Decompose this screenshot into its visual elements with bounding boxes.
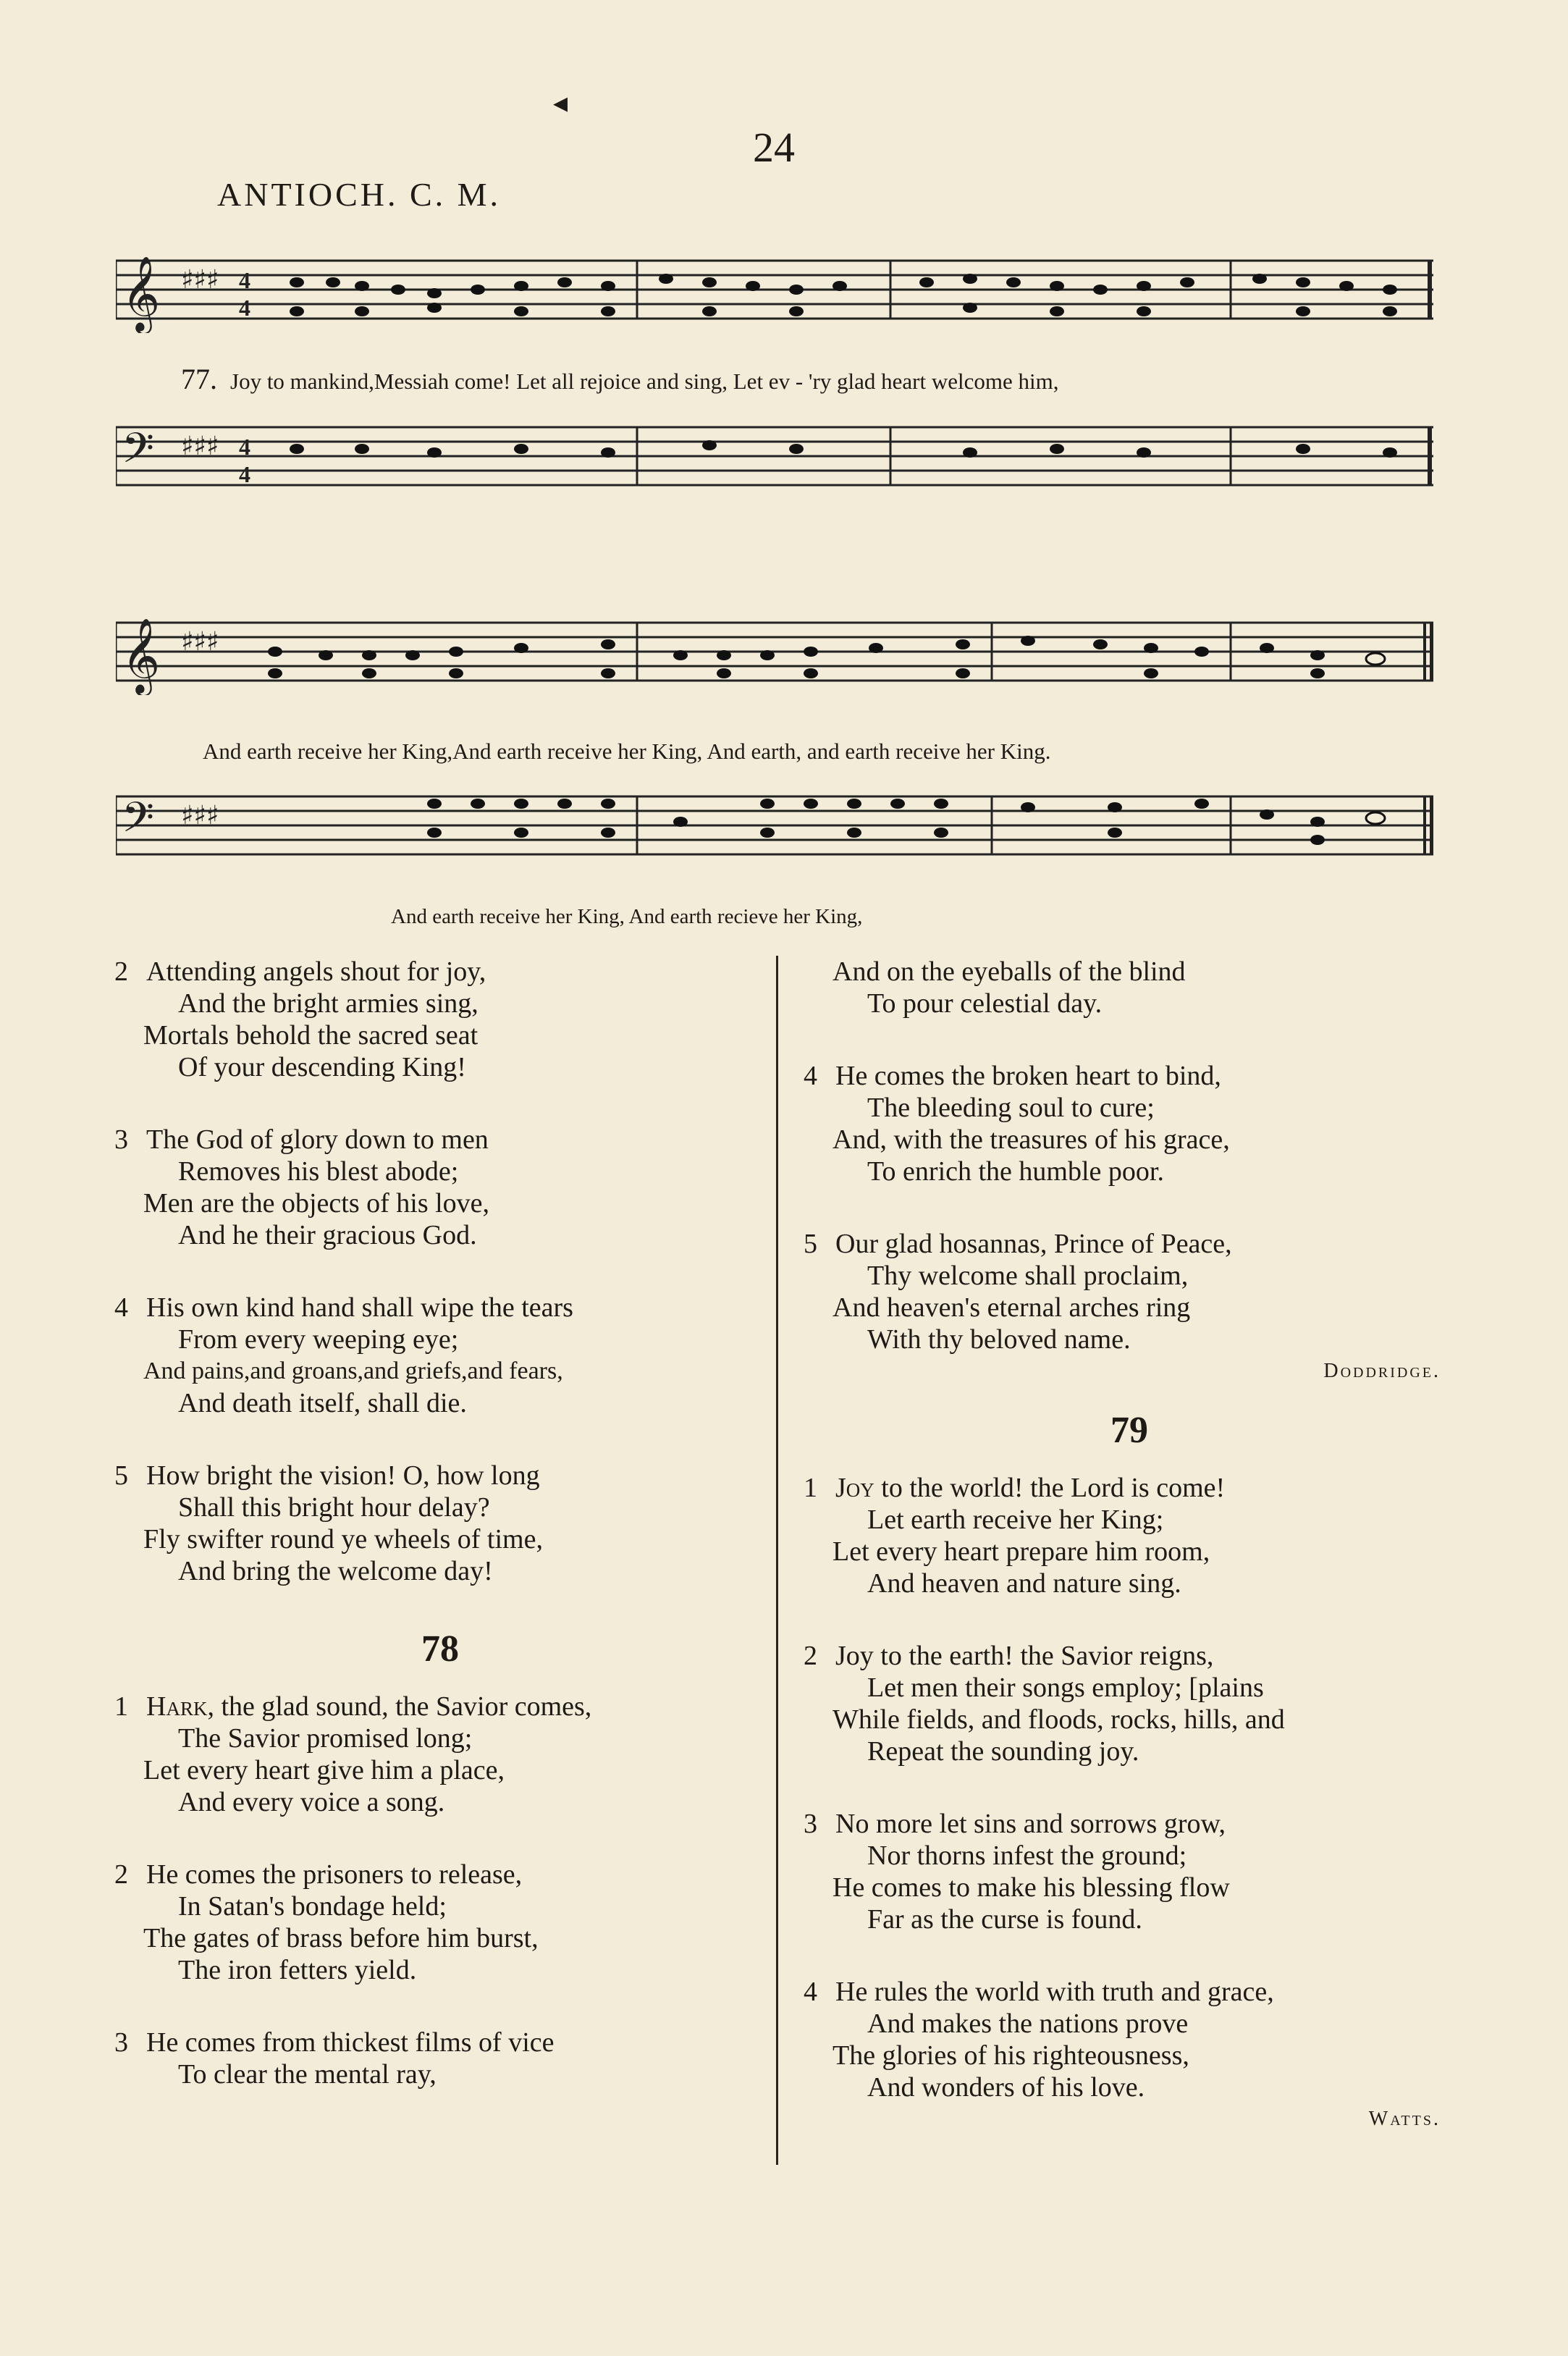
svg-text:4: 4 <box>239 267 250 293</box>
bass-staff-1 <box>116 420 1433 500</box>
stanza-line: The bleeding soul to cure; <box>867 1093 1155 1123</box>
stanza-line: 3 He comes from thickest films of vice <box>114 2027 555 2058</box>
author-attribution: Watts. <box>1368 2108 1441 2130</box>
stanza-line: Nor thorns infest the ground; <box>867 1840 1187 1871</box>
stanza-line: The glories of his righteousness, <box>833 2040 1189 2071</box>
stanza-line: And pains,and groans,and griefs,and fears, <box>143 1358 563 1384</box>
stanza-line: And makes the nations prove <box>867 2008 1189 2039</box>
stanza-line: And on the eyeballs of the blind <box>833 956 1186 987</box>
author-attribution: Doddridge. <box>1323 1360 1441 1382</box>
stanza-line: To enrich the humble poor. <box>867 1156 1164 1187</box>
left-column <box>114 956 766 2090</box>
stanza-line: Let earth receive her King; <box>867 1505 1164 1535</box>
stanza-line: Let every heart give him a place, <box>143 1755 505 1785</box>
stanza-line: Fly swifter round ye wheels of time, <box>143 1524 543 1554</box>
stanza-number: 5 <box>114 1460 128 1491</box>
treble-staff-lines <box>116 253 1433 333</box>
stanza-line: Let men their songs employ; [plains <box>867 1673 1264 1703</box>
stanza-number: 1 <box>804 1473 817 1503</box>
music-system-2 <box>116 601 1433 941</box>
stanza-number: 2 <box>114 1859 128 1890</box>
stanza-line: Removes his blest abode; <box>178 1156 459 1187</box>
page-number: 24 <box>753 124 795 171</box>
stanza-line: With thy beloved name. <box>867 1324 1131 1355</box>
stanza-line: In Satan's bondage held; <box>178 1891 447 1922</box>
stanza-line: And heaven's eternal arches ring <box>833 1292 1191 1323</box>
svg-text:𝄢: 𝄢 <box>122 424 155 483</box>
stanza-line: Far as the curse is found. <box>867 1904 1142 1935</box>
stanza-number: 4 <box>804 1061 817 1091</box>
stanza <box>804 1808 1455 1935</box>
stanza <box>804 1472 1455 1599</box>
stanza-line: While fields, and floods, rocks, hills, and <box>833 1704 1285 1735</box>
hymn-number-77: 77. <box>181 363 217 395</box>
bass-staff-lines <box>116 420 1433 500</box>
stanza-line: Thy welcome shall proclaim, <box>867 1261 1189 1291</box>
right-column <box>804 956 1455 2131</box>
stanza <box>804 1976 1455 2131</box>
svg-text:4: 4 <box>239 434 250 460</box>
treble-staff-2 <box>116 615 1433 695</box>
stanza-line: And he their gracious God. <box>178 1220 477 1250</box>
stanza-number: 3 <box>114 1124 128 1155</box>
stanza <box>114 1859 766 1986</box>
lyrics-line-2: And earth receive her King,And earth receive her King, And earth, and earth receive her King. <box>203 739 1051 764</box>
stanza-number: 2 <box>114 956 128 987</box>
column-divider <box>776 956 778 2165</box>
stanza-line: 1 Joy to the world! the Lord is come! <box>804 1473 1226 1503</box>
stanza-line: And bring the welcome day! <box>178 1556 493 1586</box>
bass-staff-2 <box>116 789 1433 869</box>
hymn-number-78: 78 <box>421 1628 459 1670</box>
stanza-line: 3 The God of glory down to men <box>114 1124 489 1155</box>
svg-text:𝄞: 𝄞 <box>122 256 161 332</box>
stanza <box>114 956 766 1083</box>
stanza-number: 3 <box>804 1809 817 1839</box>
stanza-line: Repeat the sounding joy. <box>867 1736 1139 1767</box>
stanza-number: 4 <box>804 1977 817 2007</box>
stanza <box>114 1460 766 1587</box>
lyrics-text-1: Joy to mankind,Messiah come! Let all rejoice and sing, Let ev - 'ry glad heart welcome him, <box>230 369 1059 394</box>
treble-staff-1 <box>116 253 1433 333</box>
tune-title: ANTIOCH. C. M. <box>217 176 502 213</box>
stanza-line: To pour celestial day. <box>867 988 1103 1019</box>
stanza-number: 3 <box>114 2027 128 2058</box>
bass-staff-lines <box>116 789 1433 869</box>
stanza-number: 4 <box>114 1292 128 1323</box>
stanza-line: 4 He comes the broken heart to bind, <box>804 1061 1221 1091</box>
stanza-line: The gates of brass before him burst, <box>143 1923 539 1953</box>
hymn-79 <box>804 1409 1455 2131</box>
stanza-line: And heaven and nature sing. <box>867 1568 1181 1599</box>
page-mark: ◂ <box>553 86 568 119</box>
stanza-number: 2 <box>804 1641 817 1671</box>
svg-text:♯♯♯: ♯♯♯ <box>181 265 219 295</box>
stanza-line: He comes to make his blessing flow <box>833 1872 1230 1903</box>
hymn-77-stanzas <box>114 956 766 1587</box>
stanza-line: Of your descending King! <box>178 1052 466 1082</box>
stanza-line: And the bright armies sing, <box>178 988 479 1019</box>
stanza-line: 3 No more let sins and sorrows grow, <box>804 1809 1226 1839</box>
stanza-continuation <box>804 956 1455 1019</box>
stanza-line: 2 He comes the prisoners to release, <box>114 1859 523 1890</box>
stanza-line: The Savior promised long; <box>178 1723 473 1754</box>
stanza-line: 2 Attending angels shout for joy, <box>114 956 486 987</box>
stanza-line: 4 He rules the world with truth and grace, <box>804 1977 1274 2007</box>
stanza-line: And every voice a song. <box>178 1787 445 1817</box>
stanza-line: The iron fetters yield. <box>178 1955 417 1985</box>
lyrics-line-1 <box>181 362 1059 396</box>
hymn-78 <box>114 1628 766 2090</box>
stanza-line: 4 His own kind hand shall wipe the tears <box>114 1292 573 1323</box>
stanza <box>804 1060 1455 1187</box>
stanza-line: To clear the mental ray, <box>178 2059 437 2090</box>
stanza-line: Shall this bright hour delay? <box>178 1492 490 1523</box>
treble-staff-lines <box>116 615 1433 695</box>
stanza <box>114 2027 766 2090</box>
stanza-number: 5 <box>804 1229 817 1259</box>
stanza-line: And death itself, shall die. <box>178 1388 467 1418</box>
stanza-line: And wonders of his love. <box>867 2072 1145 2103</box>
music-system-1 <box>116 217 1433 558</box>
stanza-line: From every weeping eye; <box>178 1324 459 1355</box>
svg-text:4: 4 <box>239 461 250 487</box>
bass-lyrics: And earth receive her King, And earth recieve her King, <box>391 905 863 928</box>
svg-text:♯♯♯: ♯♯♯ <box>181 432 219 461</box>
hymn-number-79: 79 <box>1110 1410 1148 1451</box>
svg-text:♯♯♯: ♯♯♯ <box>181 801 219 830</box>
stanza-line: 5 How bright the vision! O, how long <box>114 1460 540 1491</box>
svg-text:4: 4 <box>239 295 250 321</box>
svg-text:𝄞: 𝄞 <box>122 618 161 694</box>
stanza <box>114 1124 766 1251</box>
stanza-line: Let every heart prepare him room, <box>833 1536 1210 1567</box>
stanza <box>804 1640 1455 1767</box>
svg-text:𝄢: 𝄢 <box>122 793 155 852</box>
stanza <box>114 1691 766 1818</box>
stanza-line: 5 Our glad hosannas, Prince of Peace, <box>804 1229 1232 1259</box>
stanza-line: Men are the objects of his love, <box>143 1188 490 1219</box>
stanza-line: 2 Joy to the earth! the Savior reigns, <box>804 1641 1214 1671</box>
stanza-number: 1 <box>114 1691 128 1722</box>
stanza-line: 1 Hark, the glad sound, the Savior comes, <box>114 1691 592 1722</box>
stanza <box>114 1292 766 1419</box>
stanza <box>804 1228 1455 1383</box>
svg-text:♯♯♯: ♯♯♯ <box>181 627 219 657</box>
stanza-line: Mortals behold the sacred seat <box>143 1020 479 1051</box>
stanza-line: And, with the treasures of his grace, <box>833 1124 1230 1155</box>
